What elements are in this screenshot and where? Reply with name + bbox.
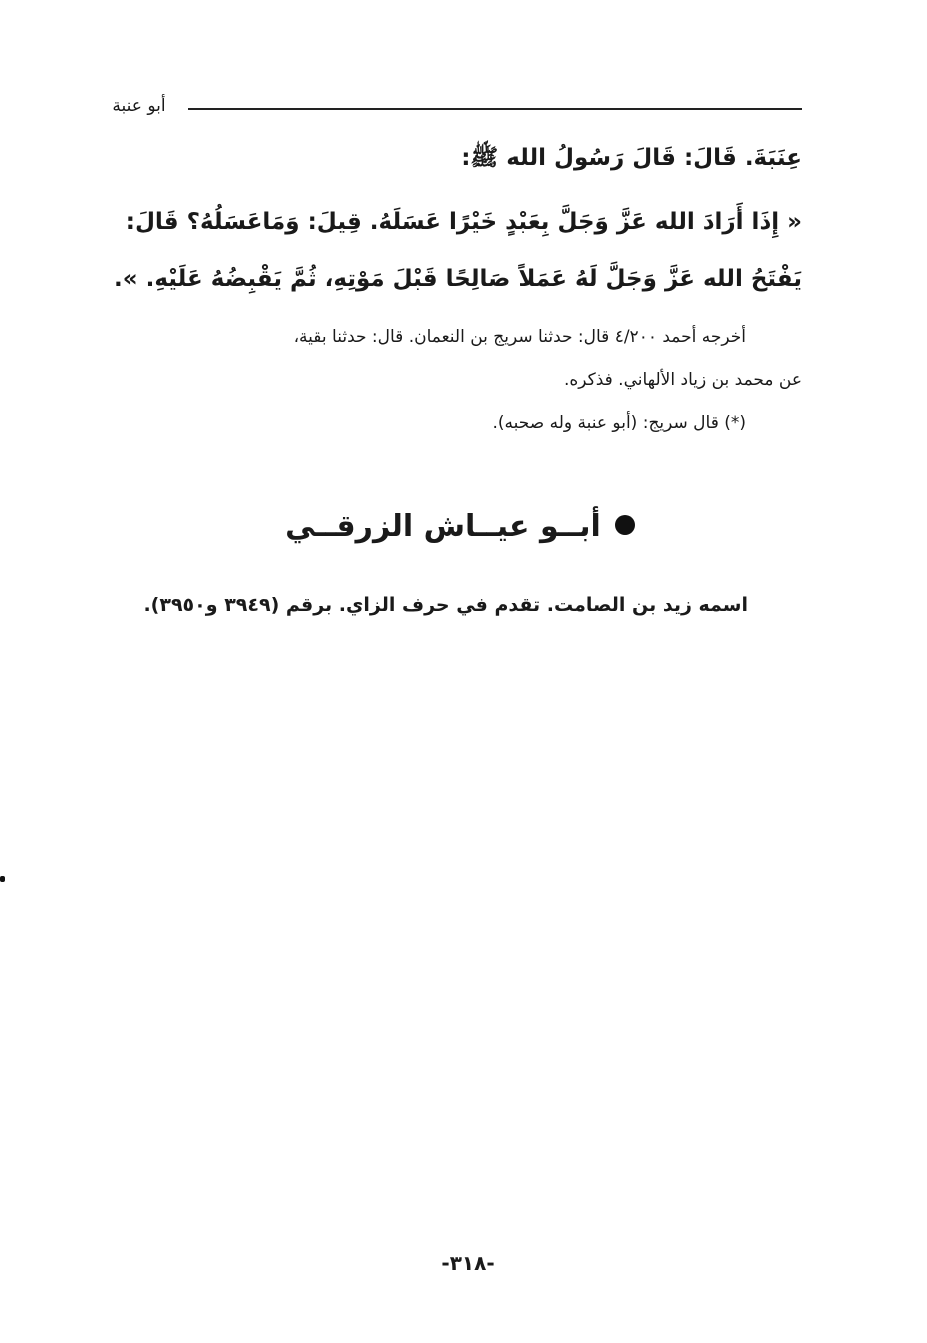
- hadith-line-1: عِنَبَةَ. قَالَ: قَالَ رَسُولُ الله ﷺ:: [461, 145, 802, 171]
- running-head: أبو عنبة: [112, 96, 166, 116]
- page-number: -٣١٨-: [441, 1251, 495, 1275]
- section-heading-text: أبــو عيــاش الزرقــي: [285, 509, 601, 544]
- takhrij-line-1: أخرجه أحمد ٤/٢٠٠ قال: حدثنا سريج بن النعمان. قال: حدثنا بقية،: [293, 327, 746, 347]
- bullet-icon: [615, 515, 635, 535]
- entry-text: اسمه زيد بن الصامت. تقدم في حرف الزاي. برقم (٣٩٤٩ و٣٩٥٠).: [143, 594, 748, 616]
- takhrij-line-3: (*) قال سريج: (أبو عنبة وله صحبه).: [492, 413, 746, 433]
- takhrij-line-2: عن محمد بن زياد الألهاني. فذكره.: [563, 370, 802, 390]
- hadith-line-2: « إِذَا أَرَادَ الله عَزَّ وَجَلَّ بِعَبْدٍ خَيْرًا عَسَلَهُ. قِيلَ: وَمَاعَسَلُهُ؟ قَالَ:: [125, 209, 802, 235]
- header-rule: [188, 108, 802, 110]
- hadith-line-3: يَفْتَحُ الله عَزَّ وَجَلَّ لَهُ عَمَلاً صَالِحًا قَبْلَ مَوْتِهِ، ثُمَّ يَقْبِضُهُ عَلَيْهِ. ».: [113, 266, 802, 292]
- scan-mark: [0, 876, 5, 882]
- section-heading: [250, 502, 670, 552]
